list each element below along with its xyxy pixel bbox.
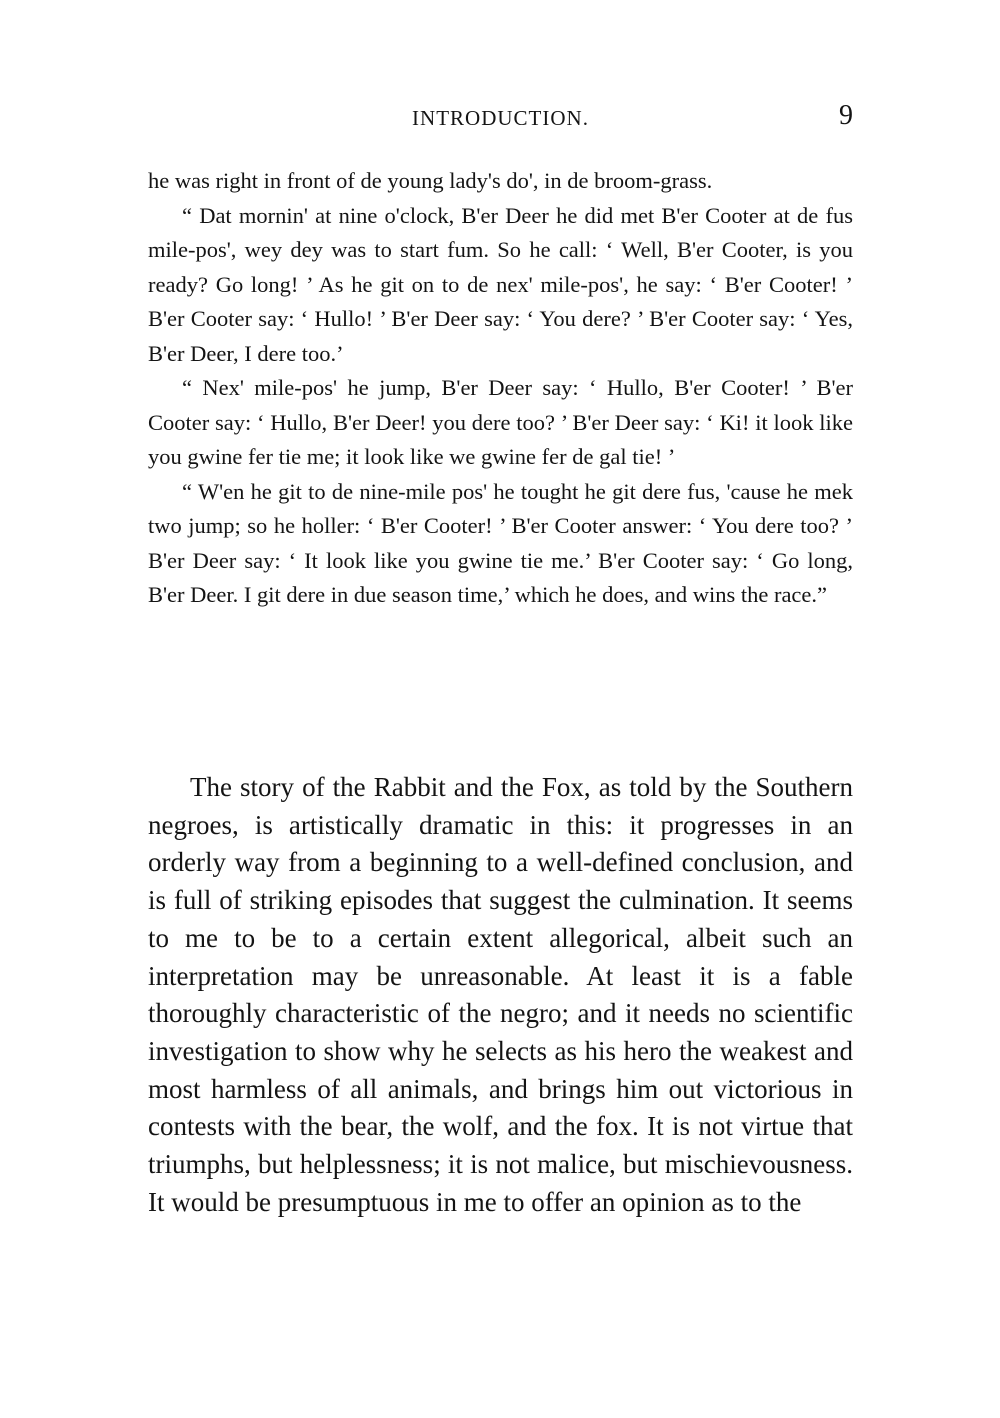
body-paragraph: The story of the Rabbit and the Fox, as told by the Southern negroes, is artistically dramatic in this: it progresses in an orderly way from a beginning to a well-defined conclusion, and is full of striking episodes that suggest the culmination. It seems to me to be to a certain extent allegorical, albeit such an interpretation may be unreasonable. At least it is a fable thoroughly characteristic of the negro; and it needs no scientific investigation to show why he selects as his hero the weakest and most harmless of all animals, and brings him out victorious in contests with the bear, the wolf, and the fox. It is not virtue that triumphs, but helplessness; it is not malice, but mischievousness. It would be presumptuous in me to offer an opinion as to the xyxy=(148,772,853,1217)
extract-paragraph-2: “ Dat mornin' at nine o'clock, B'er Deer he did met B'er Cooter at de fus mile-pos', wey dey was to start fum. So he call: ‘ Well, B'er Cooter, is you ready? Go long! ’ As he git on to de nex' mile-pos', he say: ‘ B'er Cooter! ’ B'er Cooter say: ‘ Hullo! ’ B'er Deer say: ‘ You dere? ’ B'er Cooter say: ‘ Yes, B'er Deer, I dere too.’ xyxy=(148,202,853,366)
extract-paragraph-4: “ W'en he git to de nine-mile pos' he tought he git dere fus, 'cause he mek two jump; so he holler: ‘ B'er Cooter! ’ B'er Cooter answer: ‘ You dere too? ’ B'er Deer say: ‘ It look like you gwine tie me.’ B'er Cooter say: ‘ Go long, B'er Deer. I git dere in due season time,’ which he does, and wins the race.” xyxy=(148,478,853,607)
extract-paragraph-3: “ Nex' mile-pos' he jump, B'er Deer say: ‘ Hullo, B'er Cooter! ’ B'er Cooter say: ‘ Hullo, B'er Deer! you dere too? ’ B'er Deer say: ‘ Ki! it look like you gwine fer tie me; it look like we gwine fer de gal tie! ’ xyxy=(148,375,853,469)
extract-paragraph-1: he was right in front of de young lady's do', in de broom-grass. xyxy=(148,168,713,193)
running-title: INTRODUCTION. xyxy=(412,106,589,130)
page-number: 9 xyxy=(839,100,853,131)
dialect-extract xyxy=(148,164,853,613)
body-text xyxy=(148,769,853,1221)
running-head xyxy=(148,100,853,140)
